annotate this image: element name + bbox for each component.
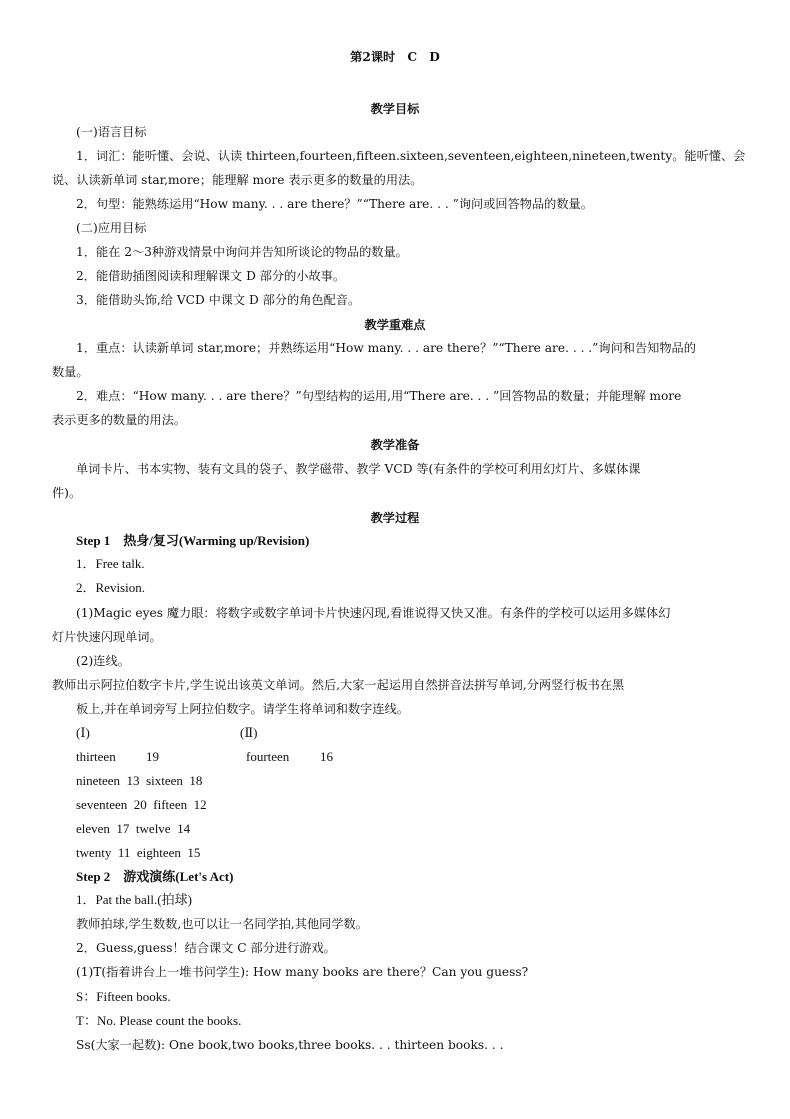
paragraph-line: 1．能在 2～3种游戏情景中询问并告知所谈论的物品的数量。 — [76, 245, 408, 259]
lesson-title: 第2课时 C D — [350, 50, 440, 64]
paragraph-line: 1．词汇：能听懂、会说、认读 thirteen,fourteen,fifteen.sixteen,seventeen,eighteen,nineteen,twenty。能听懂、会 — [76, 149, 746, 163]
paragraph-line: T：No. Please count the books. — [76, 1013, 242, 1028]
match-row: twenty 11 eighteen 15 — [76, 845, 201, 860]
paragraph-line: 1．重点：认读新单词 star,more；并熟练运用“How many. . . are there？”“There are. . . .”询问和告知物品的 — [76, 341, 696, 355]
paragraph-line: 2．Revision. — [76, 580, 145, 595]
paragraph-line: 2．难点：“How many. . . are there？”句型结构的运用,用“There are. . . ”回答物品的数量；并能理解 more — [76, 389, 682, 403]
paragraph-line: (2)连线。 — [76, 654, 130, 668]
paragraph-line: 2．句型：能熟练运用“How many. . . are there？”“There are. . . ”询问或回答物品的数量。 — [76, 197, 593, 211]
application-objectives-heading: (二)应用目标 — [76, 221, 147, 235]
paragraph-line: 表示更多的数量的用法。 — [52, 413, 187, 427]
step-2-title: Step 2 游戏演练(Let's Act) — [76, 869, 234, 884]
column-1-label: (Ⅰ) — [76, 725, 90, 740]
preparation-heading: 教学准备 — [370, 438, 420, 452]
objectives-heading: 教学目标 — [370, 102, 420, 116]
paragraph-line: 数量。 — [52, 365, 89, 379]
match-row: seventeen 20 fifteen 12 — [76, 797, 207, 812]
match-word: fourteen — [246, 749, 290, 764]
paragraph-line: 灯片快速闪现单词。 — [52, 630, 162, 644]
step-1-title: Step 1 热身/复习(Warming up/Revision) — [76, 533, 310, 548]
paragraph-line: 件)。 — [52, 486, 82, 500]
column-2-label: (Ⅱ) — [240, 725, 258, 740]
paragraph-line: 3．能借助头饰,给 VCD 中课文 D 部分的角色配音。 — [76, 293, 361, 307]
key-points-heading: 教学重难点 — [364, 318, 426, 332]
paragraph-line: 1．Free talk. — [76, 556, 145, 571]
paragraph-line: Ss(大家一起数): One book,two books,three books. . . thirteen books. . . — [76, 1038, 504, 1052]
paragraph-line: (1)Magic eyes 魔力眼：将数字或数字单词卡片快速闪现,看谁说得又快又准。有条件的学校可以运用多媒体幻 — [76, 606, 671, 620]
paragraph-line: 说、认读新单词 star,more；能理解 more 表示更多的数量的用法。 — [52, 173, 423, 187]
match-word: thirteen — [76, 749, 116, 764]
paragraph-line: 教师拍球,学生数数,也可以让一名同学拍,其他同学数。 — [76, 917, 368, 931]
paragraph-line: 2．Guess,guess！结合课文 C 部分进行游戏。 — [76, 941, 336, 955]
paragraph-line: 教师出示阿拉伯数字卡片,学生说出该英文单词。然后,大家一起运用自然拼音法拼写单词,分两竖行板书在黑 — [52, 678, 625, 692]
paragraph-line: (1)T(指着讲台上一堆书问学生): How many books are there？Can you guess? — [76, 965, 529, 979]
match-row: eleven 17 twelve 14 — [76, 821, 191, 836]
match-number: 16 — [320, 749, 333, 764]
paragraph-line: 单词卡片、书本实物、装有文具的袋子、教学磁带、教学 VCD 等(有条件的学校可利用幻灯片、多媒体课 — [76, 462, 641, 476]
match-number: 19 — [146, 749, 159, 764]
paragraph-line: S：Fifteen books. — [76, 989, 171, 1004]
language-objectives-heading: (一)语言目标 — [76, 125, 147, 139]
match-row: nineteen 13 sixteen 18 — [76, 773, 203, 788]
paragraph-line: 1．Pat the ball.(拍球) — [76, 892, 192, 907]
paragraph-line: 2．能借助插图阅读和理解课文 D 部分的小故事。 — [76, 269, 346, 283]
paragraph-line: 板上,并在单词旁写上阿拉伯数字。请学生将单词和数字连线。 — [76, 702, 409, 716]
process-heading: 教学过程 — [370, 511, 420, 525]
